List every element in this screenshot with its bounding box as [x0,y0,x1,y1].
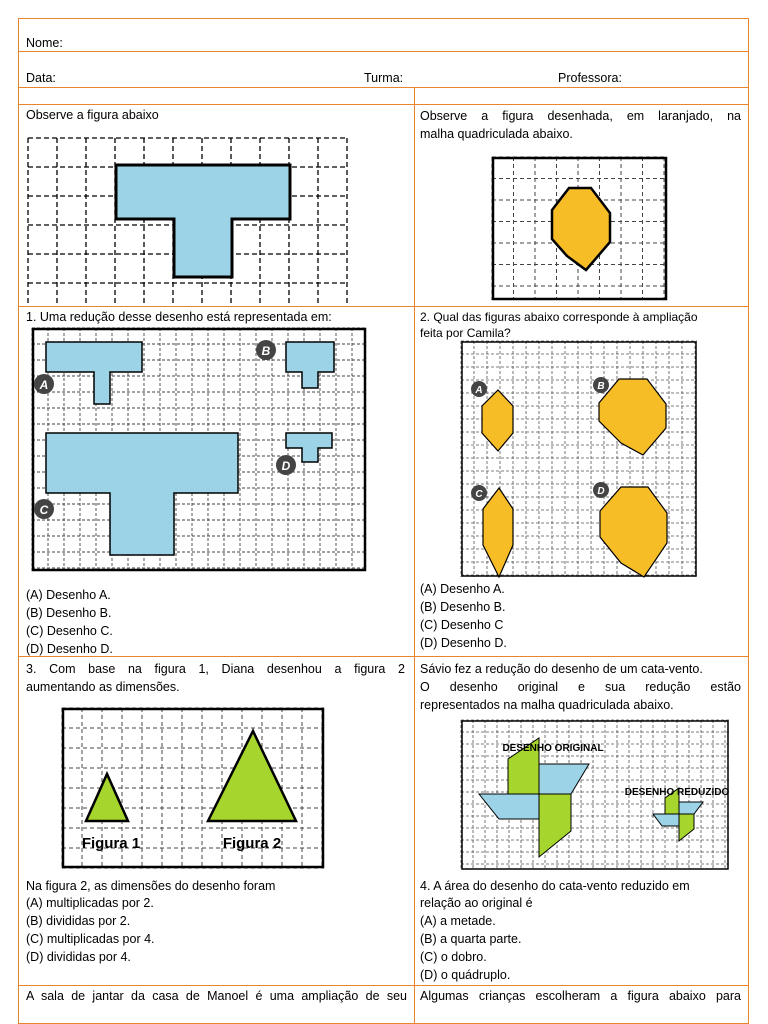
svg-text:C: C [39,503,49,517]
figure-1-label: Figura 1 [81,835,141,852]
option-a[interactable]: (A) a metade. [420,914,496,928]
marker-b [256,340,276,360]
name-label: Nome: [26,36,63,50]
marker-b [593,377,609,393]
option-c[interactable]: (C) o dobro. [420,950,487,964]
option-d[interactable]: (D) Desenho D. [420,636,507,650]
drawing-d [286,433,332,462]
q3-question: Na figura 2, as dimensões do desenho foram [26,879,276,893]
drawing-c [483,488,513,577]
row-divider [18,51,749,52]
q4-question-line2: relação ao original é [420,896,533,910]
q4-options [420,912,521,984]
figure-2-label: Figura 2 [222,835,282,852]
row-divider [18,87,749,88]
triangle-figure-2 [208,731,296,821]
row-divider [18,985,749,986]
option-d[interactable]: (D) divididas por 4. [26,950,131,964]
svg-text:D: D [281,459,291,473]
q2-options [420,580,507,652]
q5-text-line1: A sala de jantar da casa de Manoel é uma ampliação de seu [26,989,407,1003]
svg-text:C: C [475,489,483,500]
option-c[interactable]: (C) Desenho C. [26,624,113,638]
q3-intro-line1: 3. Com base na figura 1, Diana desenhou a figura 2 [26,662,405,676]
q1-original-figure [26,136,352,306]
option-b[interactable]: (B) a quarta parte. [420,932,522,946]
option-b[interactable]: (B) divididas por 2. [26,914,131,928]
q4-intro-line1: Sávio fez a redução do desenho de um cata-vento. [420,662,703,676]
option-c[interactable]: (C) Desenho C [420,618,504,632]
marker-d [276,455,296,475]
row-divider [18,306,749,307]
column-divider [414,87,415,1024]
worksheet [18,18,749,1024]
svg-text:A: A [39,378,49,392]
marker-a [34,374,54,394]
svg-text:D: D [597,486,605,497]
q4-intro-line2: O desenho original e sua redução estão [420,680,741,694]
option-c[interactable]: (C) multiplicadas por 4. [26,932,155,946]
q1-options-grid [32,328,366,571]
q3-intro-line2: aumentando as dimensões. [26,680,180,694]
row-divider [18,104,749,105]
q3-options [26,894,155,966]
q1-intro: Observe a figura abaixo [26,108,159,122]
svg-text:B: B [597,381,605,392]
drawing-d [600,487,667,577]
drawing-b [286,342,334,388]
q2-options-grid [461,341,697,577]
q1-options [26,586,113,658]
class-label: Turma: [364,71,404,85]
drawing-c [46,433,238,555]
q6-text-line1: Algumas crianças escolheram a figura abaixo para [420,989,741,1003]
marker-c [34,499,54,519]
q4-intro-line3: representados na malha quadriculada abaixo. [420,698,674,712]
marker-a [471,381,487,397]
option-a[interactable]: (A) Desenho A. [420,582,505,596]
marker-d [593,482,609,498]
q1-question: 1. Uma redução desse desenho está representada em: [26,310,332,324]
q2-question-line1: 2. Qual das figuras abaixo corresponde à ampliação [420,310,698,324]
marker-c [471,485,487,501]
hexagon-figure [552,188,610,270]
original-drawing-label: DESENHO ORIGINAL [502,743,604,754]
option-d[interactable]: (D) o quádruplo. [420,968,511,982]
q2-original-figure [492,157,667,300]
reduced-drawing-label: DESENHO REDUZIDO [624,787,730,798]
q2-intro-line2: malha quadriculada abaixo. [420,127,573,141]
option-d[interactable]: (D) Desenho D. [26,642,113,656]
row-divider [18,656,749,657]
q4-pinwheel-figures [461,720,729,870]
q2-intro-line1: Observe a figura desenhada, em laranjado, na [420,109,741,123]
option-a[interactable]: (A) multiplicadas por 2. [26,896,154,910]
svg-text:A: A [475,385,483,396]
option-b[interactable]: (B) Desenho B. [26,606,112,620]
date-label: Data: [26,71,56,85]
q3-figures [62,708,324,868]
option-a[interactable]: (A) Desenho A. [26,588,111,602]
option-b[interactable]: (B) Desenho B. [420,600,506,614]
teacher-label: Professora: [558,71,622,85]
q2-question-line2: feita por Camila? [420,326,511,340]
svg-text:B: B [261,344,271,358]
q4-question-line1: 4. A área do desenho do cata-vento reduzido em [420,879,690,893]
t-shape-figure [116,165,290,277]
